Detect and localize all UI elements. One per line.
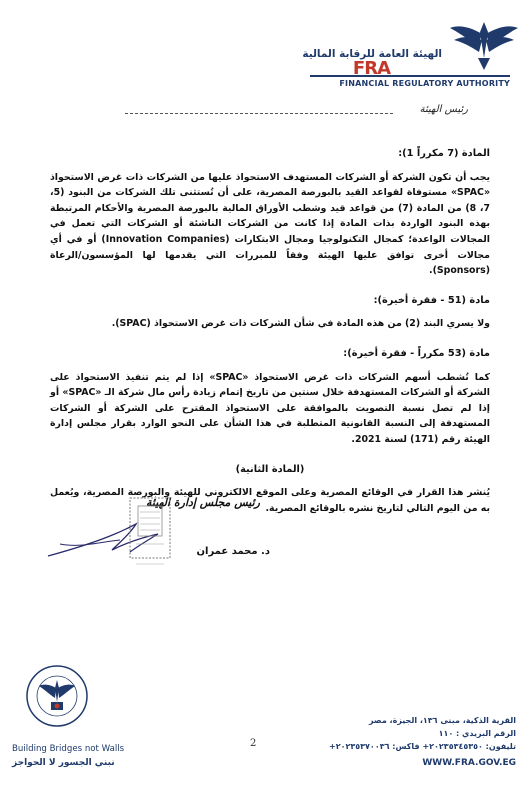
authority-name-en: FINANCIAL REGULATORY AUTHORITY xyxy=(339,79,510,88)
slogan-ar: نبني الجسور لا الحواجز xyxy=(12,758,115,768)
section-heading: مادة (53 مكرراً - فقرة أخيرة): xyxy=(343,347,490,359)
section-text: كما تُشطب أسهم الشركات ذات غرض الاستحواذ «SPAC» إذا لم يتم تنفيذ الاستحواذ على الشركة أو الشركات المستهدفة خلال سنتين من تاريخ إتمام زيادة رأس مال شركة الـ «SPAC» أو إذا لم تصل نسبة التصويت بالموافقة على الاستحواذ المقترح على الشركة أو الشركات المستهدفة إلى النسبة القانونية المتطلبة في هذا الشأن على النحو الوارد بقرار مجلس إدارة الهيئة رقم (171) لسنة 2021. xyxy=(50,371,490,445)
slogan-en: Building Bridges not Walls xyxy=(12,744,125,754)
official-stamp xyxy=(126,494,174,574)
fra-logo xyxy=(270,18,520,88)
page-number: 2 xyxy=(250,738,257,749)
handwritten-signature xyxy=(40,514,200,564)
section-text: ولا يسري البند (2) من هذه المادة في شأن الشركات ذات غرض الاستحواذ (SPAC). xyxy=(111,318,490,330)
section-text: يجب أن تكون الشركة أو الشركات المستهدف الاستحواذ عليها من الشركات ذات غرض الاستحواذ «SPAC» مستوفاة لقواعد القيد بالبورصة المصرية، على أن تُستثنى تلك الشركات من البنود (5، 7، 8) من المادة (7) من قواعد قيد وشطب الأوراق المالية بالبورصة المصرية والأحكام المرتبطة بهذه البنود الواردة بذات المادة إذا كانت من الشركات الناشئة أو الشركات التي تعمل في المجالات الواعدة؛ كمجال التكنولوجيا ومجال الابتكارات (Innovation Companies) أو في أي مجالات أخرى توافق عليها الهيئة وفقاً للمبررات التي يقدمها لها المؤسسون/الرعاة (Sponsors). xyxy=(50,171,491,277)
eagle-icon xyxy=(448,18,520,73)
postal-code: الرقم البريدي : ١١٠ xyxy=(438,729,516,738)
dashed-line xyxy=(125,113,393,114)
section-heading: المادة (7 مكرراً 1): xyxy=(398,148,490,159)
document-body xyxy=(50,146,490,516)
footer-seal xyxy=(25,664,89,728)
article-two-text: يُنشر هذا القرار في الوقائع المصرية وعلى الموقع الالكتروني للهيئة والبورصة المصرية، ويُعمل به من اليوم التالي لتاريخ نشره بالوقائع المصرية. xyxy=(50,487,490,514)
signature-title: رئيس مجلس إدارة الهيئة xyxy=(146,496,260,509)
signatory-name: د. محمد عمران xyxy=(196,546,270,557)
chair-title: رئيس الهيئة xyxy=(419,104,468,115)
address-line: القرية الذكية، مبنى ١٣٦، الجيزة، مصر xyxy=(368,716,516,725)
contact-numbers: تليفون: ٢٠٢٣٥٣٤٥٣٥٠+ فاكس: ٢٠٢٣٥٣٧٠٠٣٦+ xyxy=(329,742,516,751)
fra-brand-mark: FRA xyxy=(352,58,390,79)
section-heading: مادة (51 - فقرة أخيرة): xyxy=(373,294,490,306)
authority-name-ar: الهيئة العامة للرقابة المالية xyxy=(302,48,442,60)
logo-divider xyxy=(310,75,510,77)
website-link[interactable]: WWW.FRA.GOV.EG xyxy=(422,758,516,768)
article-two-heading: (المادة الثانية) xyxy=(235,463,305,475)
